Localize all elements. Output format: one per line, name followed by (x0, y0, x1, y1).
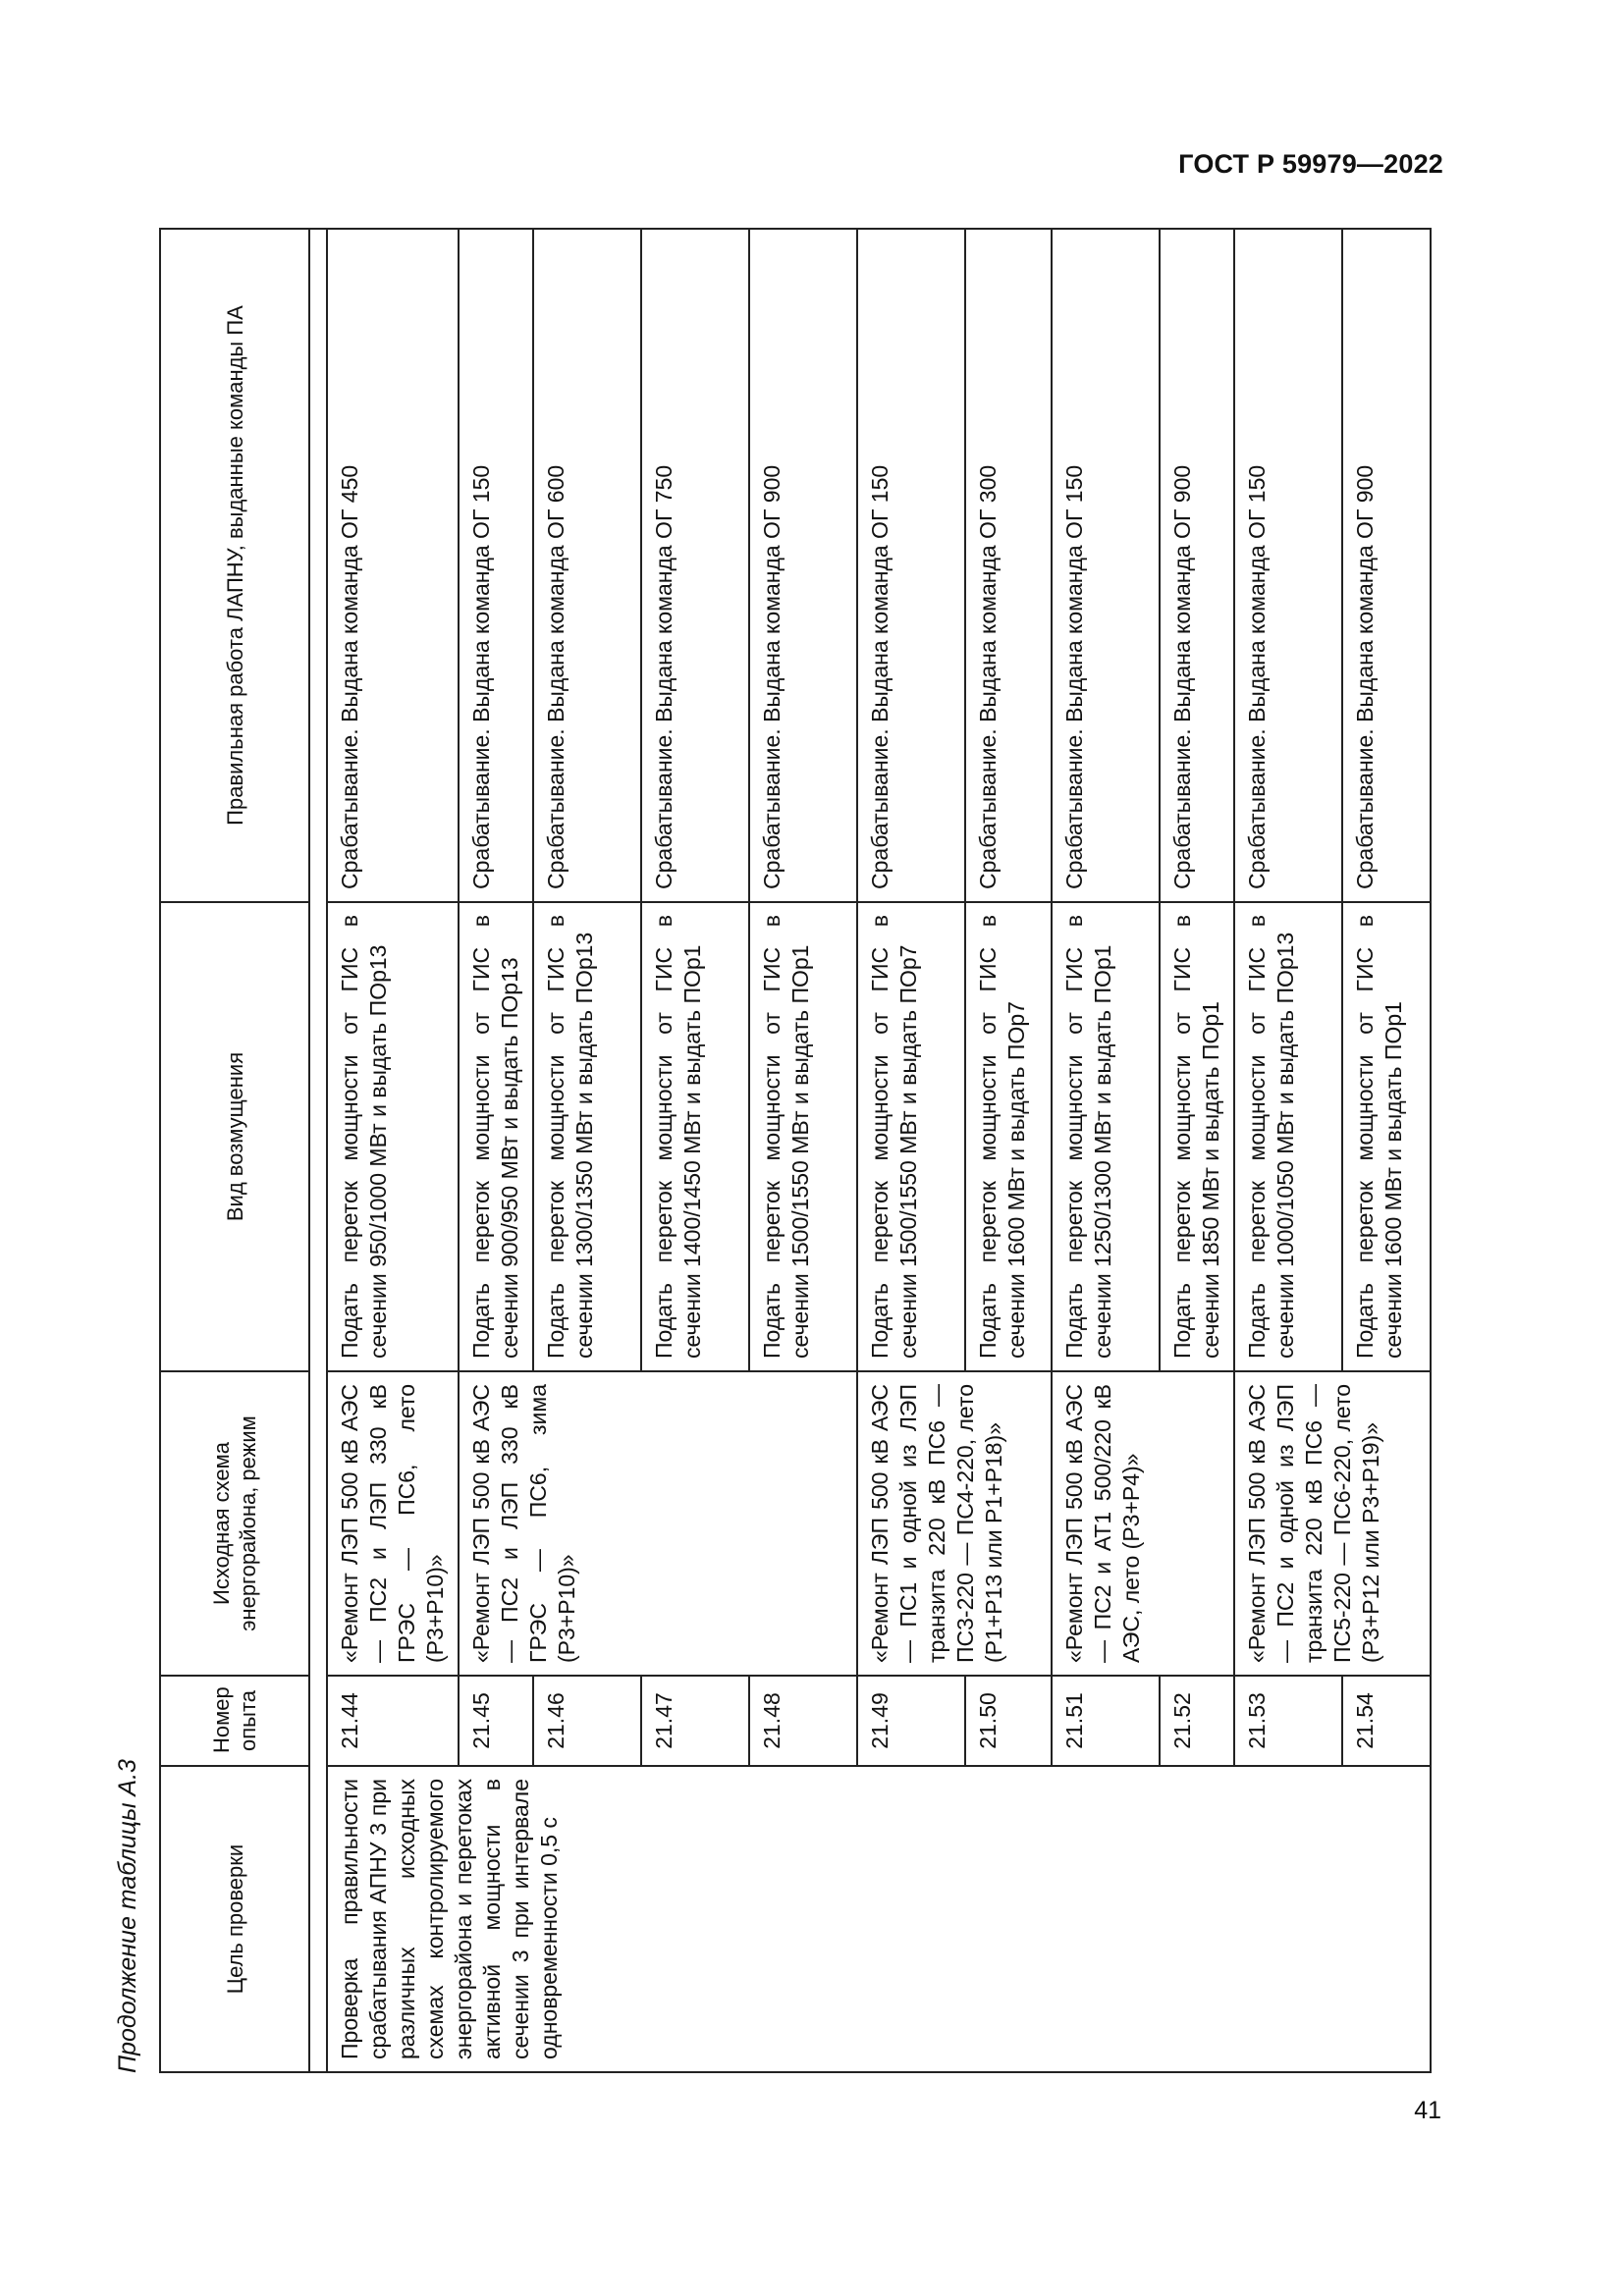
table-row (327, 229, 459, 2072)
test-number: 21.45 (459, 1676, 533, 1766)
header-goal: Цель проверки (160, 1766, 309, 2072)
disturbance-cell: Подать переток мощности от ГИС в сечении 1500/1550 МВт и выдать ПОр7 (857, 902, 965, 1371)
result-cell: Срабатывание. Выдана команда ОГ 300 (965, 229, 1052, 902)
test-number: 21.54 (1342, 1676, 1431, 1766)
disturbance-cell: Подать переток мощности от ГИС в сечении 1250/1300 МВт и выдать ПОр1 (1052, 902, 1160, 1371)
disturbance-cell: Подать переток мощности от ГИС в сечении 1300/1350 МВт и выдать ПОр13 (533, 902, 641, 1371)
result-cell: Срабатывание. Выдана команда ОГ 450 (327, 229, 459, 902)
goal-cell: Проверка правильности срабатывания АПНУ 3 при различных исходных схемах контролируемого энергорайона и перетоках активной мощности в сечении 3 при интервале одновременности 0,5 с (327, 1766, 1431, 2072)
test-number: 21.50 (965, 1676, 1052, 1766)
result-cell: Срабатывание. Выдана команда ОГ 900 (749, 229, 857, 902)
test-number: 21.52 (1160, 1676, 1234, 1766)
document-code: ГОСТ Р 59979—2022 (1178, 149, 1443, 179)
scheme-cell: «Ремонт ЛЭП 500 кВ АЭС — ПС2 и одной из ЛЭП транзита 220 кВ ПС6 — ПС5-220 — ПС6-220, лето (Р3+Р12 или Р3+Р19)» (1234, 1371, 1431, 1676)
result-cell: Срабатывание. Выдана команда ОГ 150 (1234, 229, 1342, 902)
disturbance-cell: Подать переток мощности от ГИС в сечении 1400/1450 МВт и выдать ПОр1 (641, 902, 749, 1371)
disturbance-cell: Подать переток мощности от ГИС в сечении 950/1000 МВт и выдать ПОр13 (327, 902, 459, 1371)
test-number: 21.48 (749, 1676, 857, 1766)
test-number: 21.46 (533, 1676, 641, 1766)
scheme-cell: «Ремонт ЛЭП 500 кВ АЭС — ПС1 и одной из ЛЭП транзита 220 кВ ПС6 — ПС3-220 — ПС4-220, лето (Р1+Р13 или Р1+Р18)» (857, 1371, 1052, 1676)
test-number: 21.44 (327, 1676, 459, 1766)
test-number: 21.47 (641, 1676, 749, 1766)
table-caption: Продолжение таблицы А.3 (114, 1759, 141, 2073)
result-cell: Срабатывание. Выдана команда ОГ 900 (1342, 229, 1431, 902)
disturbance-cell: Подать переток мощности от ГИС в сечении 1000/1050 МВт и выдать ПОр13 (1234, 902, 1342, 1371)
scheme-cell: «Ремонт ЛЭП 500 кВ АЭС — ПС2 и ЛЭП 330 кВ ГРЭС — ПС6, лето (Р3+Р10)» (327, 1371, 459, 1676)
rotated-table-block (108, 230, 1406, 2073)
test-number: 21.51 (1052, 1676, 1160, 1766)
result-cell: Срабатывание. Выдана команда ОГ 600 (533, 229, 641, 902)
result-cell: Срабатывание. Выдана команда ОГ 150 (857, 229, 965, 902)
scheme-cell: «Ремонт ЛЭП 500 кВ АЭС — ПС2 и АТ1 500/220 кВ АЭС, лето (Р3+Р4)» (1052, 1371, 1234, 1676)
header-disturbance: Вид возмущения (160, 902, 309, 1371)
header-separator (309, 229, 327, 2072)
disturbance-cell: Подать переток мощности от ГИС в сечении 1850 МВт и выдать ПОр1 (1160, 902, 1234, 1371)
test-number: 21.49 (857, 1676, 965, 1766)
result-cell: Срабатывание. Выдана команда ОГ 750 (641, 229, 749, 902)
result-cell: Срабатывание. Выдана команда ОГ 900 (1160, 229, 1234, 902)
disturbance-cell: Подать переток мощности от ГИС в сечении 900/950 МВт и выдать ПОр13 (459, 902, 533, 1371)
header-test-number: Номер опыта (160, 1676, 309, 1766)
scheme-cell: «Ремонт ЛЭП 500 кВ АЭС — ПС2 и ЛЭП 330 кВ ГРЭС — ПС6, зима (Р3+Р10)» (459, 1371, 857, 1676)
disturbance-cell: Подать переток мощности от ГИС в сечении 1600 МВт и выдать ПОр1 (1342, 902, 1431, 1371)
header-result: Правильная работа ЛАПНУ, выданные команды ПА (160, 229, 309, 902)
header-initial-scheme: Исходная схема энергорайона, режим (160, 1371, 309, 1676)
result-cell: Срабатывание. Выдана команда ОГ 150 (1052, 229, 1160, 902)
table-header-row (160, 229, 309, 2072)
disturbance-cell: Подать переток мощности от ГИС в сечении 1500/1550 МВт и выдать ПОр1 (749, 902, 857, 1371)
test-number: 21.53 (1234, 1676, 1342, 1766)
result-cell: Срабатывание. Выдана команда ОГ 150 (459, 229, 533, 902)
page-number: 41 (1414, 2097, 1441, 2124)
test-table (159, 228, 1432, 2073)
disturbance-cell: Подать переток мощности от ГИС в сечении 1600 МВт и выдать ПОр7 (965, 902, 1052, 1371)
